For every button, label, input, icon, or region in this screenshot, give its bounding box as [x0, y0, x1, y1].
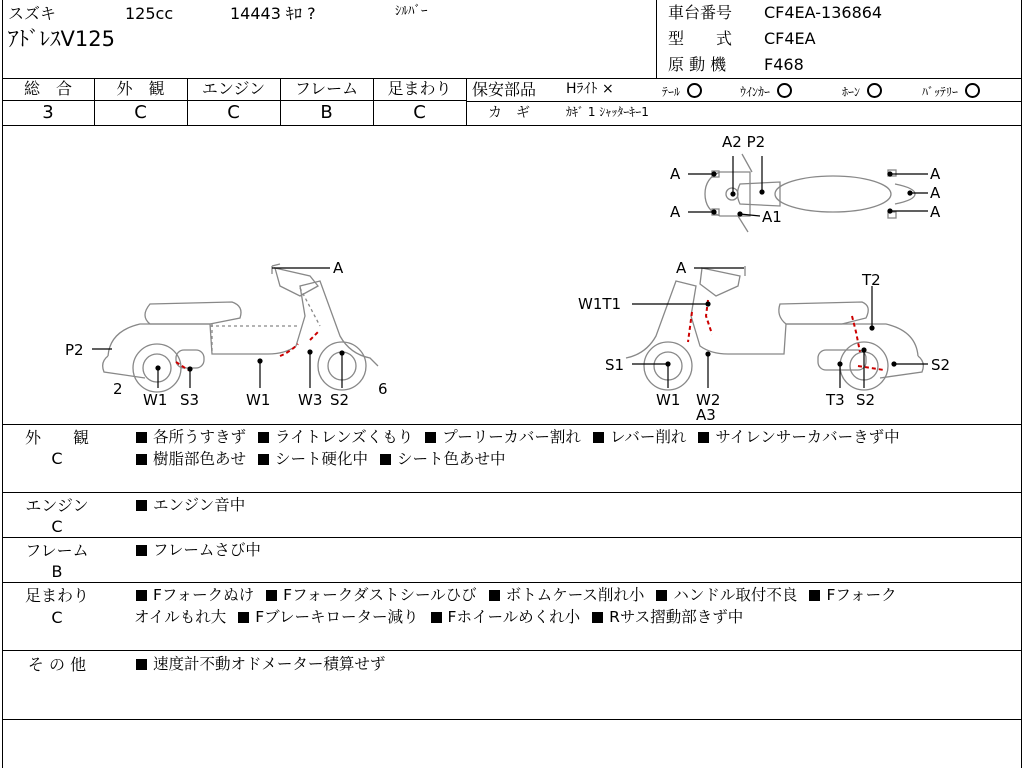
bullet-icon [136, 432, 147, 443]
notes-exterior-label: 外 観 [24, 428, 89, 447]
safety-winker-label: ｳｲﾝｶｰ [740, 85, 771, 99]
note-item: シート色あせ中 [397, 450, 506, 468]
safety-horn [842, 83, 882, 98]
horn-ok-icon [867, 83, 882, 98]
note-item: プーリーカバー割れ [442, 428, 581, 446]
suspension-line2-items [226, 608, 743, 626]
bullet-icon [136, 590, 147, 601]
note-item: Fフォークぬけ [153, 586, 255, 604]
leader-lines [92, 156, 928, 388]
bullet-icon [136, 545, 147, 556]
engine-value: F468 [764, 55, 804, 74]
rule-safety-mid [466, 101, 1022, 102]
notes-exterior-grade: C [51, 449, 63, 468]
grade-engine-value: C [227, 102, 240, 123]
grade-frame-label: フレーム [294, 79, 359, 98]
label-right-W2: W2 [696, 391, 721, 409]
label-left-P2: P2 [65, 341, 84, 359]
notes-frame-label: フレーム [25, 541, 89, 560]
note-item: 樹脂部色あせ [153, 450, 247, 468]
note-item: レバー削れ [609, 428, 687, 446]
grade-frame-value: B [320, 102, 333, 123]
notes-frame-grade: B [51, 562, 63, 581]
note-item: 各所うすきず [153, 428, 247, 446]
bullet-icon [425, 432, 436, 443]
label-right-S1: S1 [605, 356, 625, 374]
rule-grades-mid [2, 100, 466, 101]
bullet-icon [656, 590, 667, 601]
note-item: サイレンサーカバーきず中 [715, 428, 900, 446]
notes-suspension-line2 [134, 610, 743, 626]
label-left-W3: W3 [298, 391, 323, 409]
note-item: シート硬化中 [275, 450, 369, 468]
grade-exterior-label: 外 観 [116, 79, 165, 98]
notes-suspension-grade: C [51, 608, 63, 627]
bullet-icon [136, 500, 147, 511]
grade-overall-value: 3 [42, 102, 54, 123]
engine-label: 原 動 機 [668, 55, 727, 74]
note-item: ハンドル取付不良 [673, 586, 798, 604]
bullet-icon [266, 590, 277, 601]
suspension-line2-prefix: オイルもれ大 [134, 608, 227, 626]
notes-suspension-line1 [134, 588, 897, 604]
notes-engine-grade: C [51, 517, 63, 536]
scooter-left-side-drawing [103, 264, 378, 392]
label-left-6: 6 [378, 380, 388, 398]
safety-winker [740, 83, 792, 98]
label-right-T3: T3 [826, 391, 845, 409]
label-top-A-lower: A [670, 203, 681, 221]
damage-diagram [0, 126, 1022, 424]
safety-tail-label: ﾃｰﾙ [662, 85, 681, 99]
note-item: ライトレンズくもり [275, 428, 414, 446]
frame-number-label: 車台番号 [668, 3, 733, 22]
bullet-icon [258, 432, 269, 443]
safety-battery-label: ﾊﾞｯﾃﾘｰ [922, 85, 959, 99]
label-left-S2: S2 [330, 391, 350, 409]
label-top-A-right2: A [930, 184, 941, 202]
label-left-A: A [333, 259, 344, 277]
rule-diagram-bottom [2, 424, 1022, 425]
grade-col-5 [466, 78, 467, 125]
notes-other-label: そ の 他 [27, 655, 87, 674]
grade-overall-label: 総 合 [23, 79, 72, 98]
label-top-A-upper: A [670, 165, 681, 183]
bullet-icon [136, 454, 147, 465]
grade-exterior-value: C [134, 102, 147, 123]
safety-battery [922, 83, 980, 98]
scooter-top-view-drawing [705, 154, 915, 232]
rule-ext-bottom [2, 492, 1022, 493]
notes-engine-line1 [134, 498, 245, 514]
bullet-icon [238, 612, 249, 623]
bullet-icon [431, 612, 442, 623]
color: ｼﾙﾊﾞｰ [395, 4, 428, 19]
damage-marks [176, 300, 884, 370]
bullet-icon [698, 432, 709, 443]
notes-exterior-line2 [134, 452, 506, 468]
label-right-W1: W1 [656, 391, 681, 409]
bullet-icon [136, 659, 147, 670]
notes-suspension-label: 足まわり [24, 586, 89, 605]
grade-suspension-label: 足まわり [387, 79, 452, 98]
header-divider [656, 0, 657, 78]
bullet-icon [809, 590, 820, 601]
note-item: 速度計不動オドメーター積算せず [153, 655, 386, 673]
grade-suspension-value: C [413, 102, 426, 123]
notes-frame-line1 [134, 543, 261, 559]
label-left-W1a: W1 [143, 391, 168, 409]
label-left-W1b: W1 [246, 391, 271, 409]
winker-ok-icon [777, 83, 792, 98]
bullet-icon [380, 454, 391, 465]
label-right-S2b: S2 [856, 391, 876, 409]
key-label: カ ギ [488, 105, 530, 121]
bullet-icon [258, 454, 269, 465]
label-left-S3: S3 [180, 391, 200, 409]
label-top-A1: A1 [762, 208, 782, 226]
safety-tail [662, 83, 702, 98]
rule-eng-bottom [2, 537, 1022, 538]
note-item: Fフォーク [826, 586, 897, 604]
key-value: ｶｷﾞ 1 ｼｬｯﾀｰｷｰ1 [566, 105, 649, 119]
label-right-A3: A3 [696, 406, 716, 424]
label-top-A-right1: A [930, 165, 941, 183]
label-top-A-right3: A [930, 203, 941, 221]
notes-other-line1 [134, 657, 385, 673]
label-left-2: 2 [113, 380, 123, 398]
safety-horn-label: ﾎｰﾝ [842, 85, 861, 99]
note-item: エンジン音中 [153, 496, 246, 514]
label-right-A: A [676, 259, 687, 277]
model-name: ｱﾄﾞﾚｽV125 [8, 27, 115, 51]
rule-frame-bottom [2, 582, 1022, 583]
notes-engine-label: エンジン [25, 496, 89, 515]
note-item: Rサス摺動部きず中 [609, 608, 744, 626]
rule-susp-bottom [2, 650, 1022, 651]
bullet-icon [489, 590, 500, 601]
rule-other-bottom [2, 719, 1022, 720]
bullet-icon [592, 612, 603, 623]
battery-ok-icon [965, 83, 980, 98]
safety-label: 保安部品 [472, 80, 537, 99]
displacement: 125cc [125, 4, 174, 23]
notes-exterior-line1 [134, 430, 900, 446]
maker: スズキ [8, 4, 57, 23]
note-item: Fホイールめくれ小 [447, 608, 581, 626]
grade-engine-label: エンジン [201, 79, 266, 98]
label-right-S2: S2 [931, 356, 951, 374]
frame-number-value: CF4EA-136864 [764, 3, 883, 22]
note-item: Fフォークダストシールひび [283, 586, 477, 604]
type-label: 型 式 [668, 29, 733, 48]
label-top-A2P2: A2 P2 [722, 133, 766, 151]
note-item: フレームさび中 [153, 541, 261, 559]
safety-headlight: Hﾗｲﾄ × [566, 81, 614, 97]
tail-ok-icon [687, 83, 702, 98]
type-value: CF4EA [764, 29, 816, 48]
note-item: Fブレーキローター減り [255, 608, 419, 626]
mileage: 14443 ｷﾛ ? [230, 4, 316, 23]
note-item: ボトムケース削れ小 [505, 586, 645, 604]
bullet-icon [593, 432, 604, 443]
label-right-W1T1: W1T1 [578, 295, 622, 313]
label-right-T2: T2 [862, 271, 881, 289]
